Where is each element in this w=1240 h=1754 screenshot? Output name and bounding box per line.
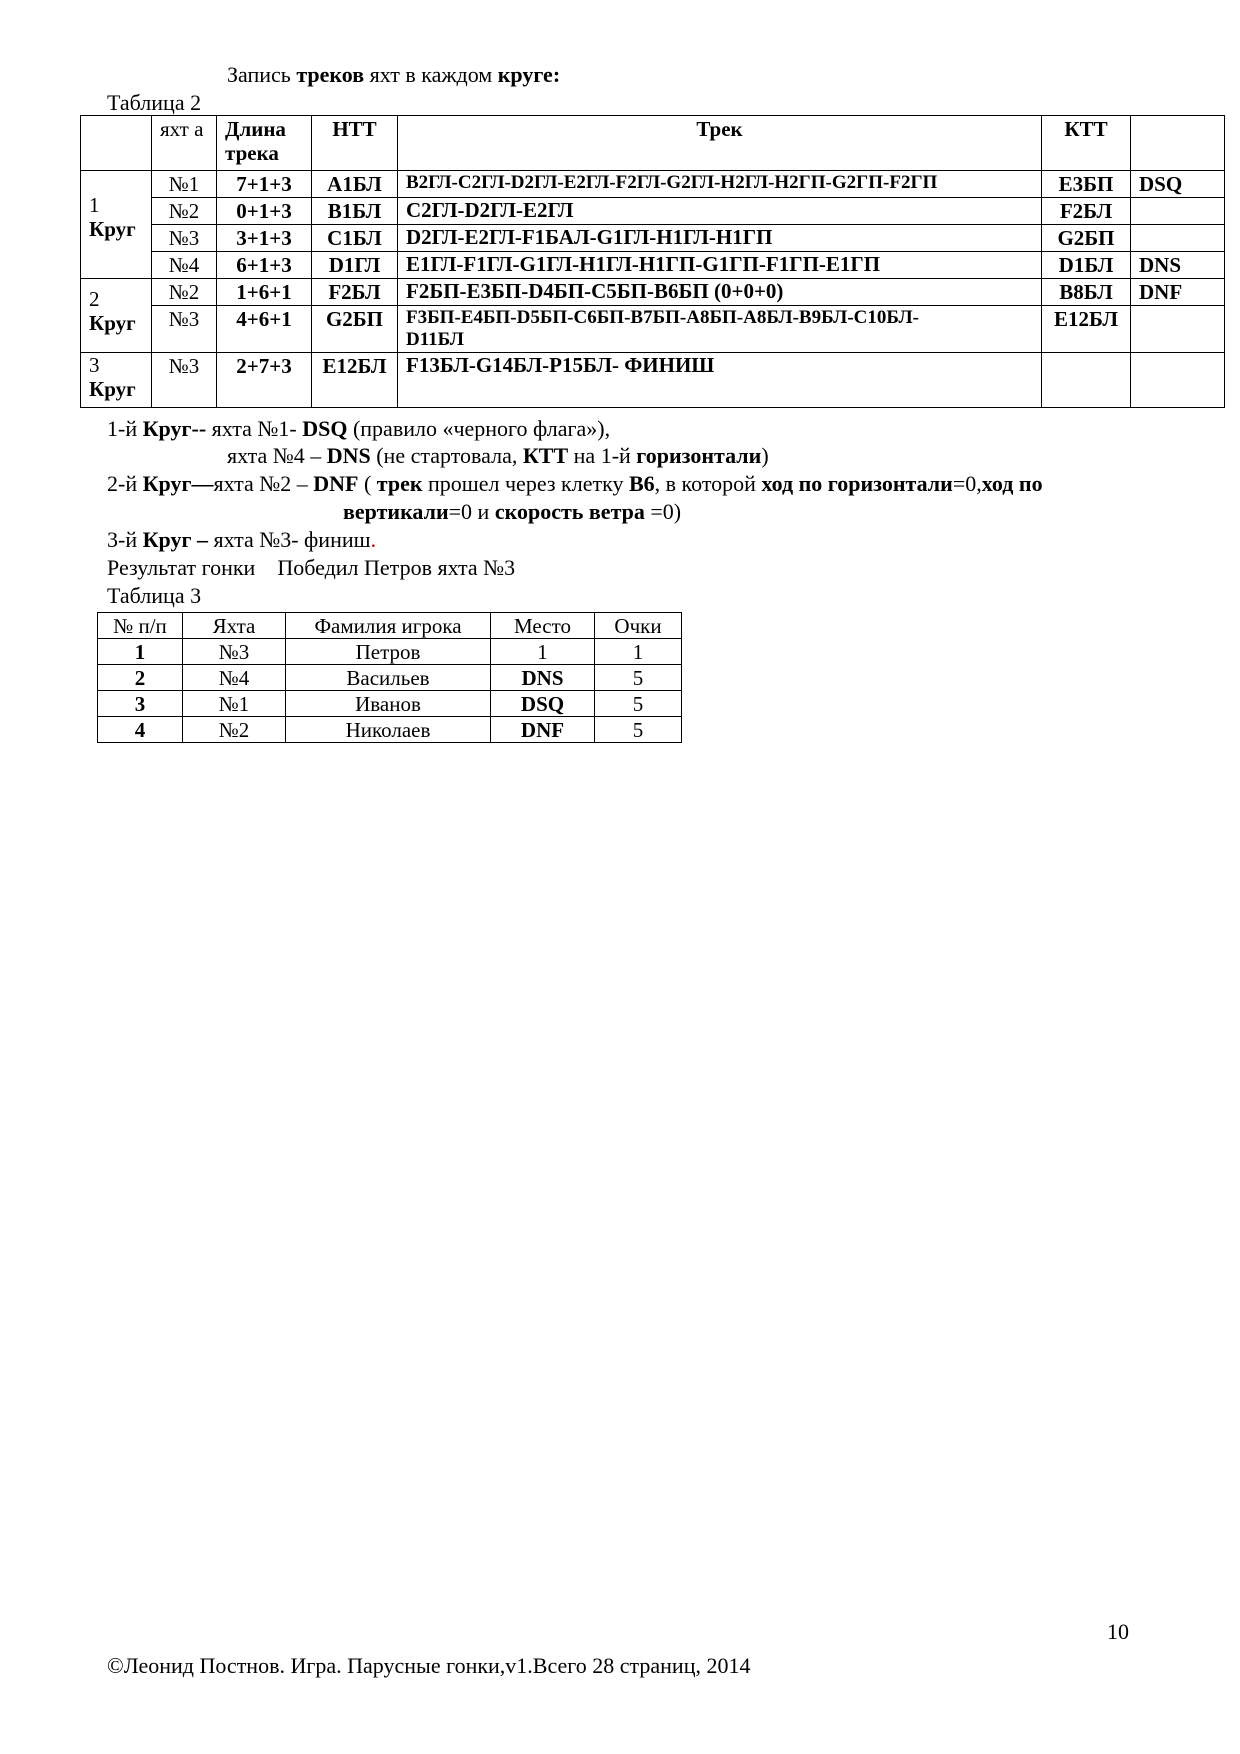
- tracks-table: [80, 115, 1225, 408]
- header-ktt: КТТ: [1042, 116, 1131, 171]
- note-text: прошел через клетку: [422, 471, 629, 496]
- header-place: Место: [491, 613, 595, 639]
- header-surname: Фамилия игрока: [286, 613, 491, 639]
- note-bold: Круг –: [142, 527, 208, 552]
- ktt-cell: E3БП: [1042, 171, 1131, 198]
- header-points: Очки: [595, 613, 682, 639]
- yacht-cell: №3: [152, 225, 217, 252]
- race-result: Результат гонки Победил Петров яхта №3: [107, 555, 516, 580]
- note-text: яхта №2 –: [213, 471, 314, 496]
- note-text: , в которой: [654, 471, 762, 496]
- surname-cell: Николаев: [286, 717, 491, 743]
- yacht-cell: №3: [183, 639, 286, 665]
- note-bold: горизонтали: [636, 443, 762, 468]
- page-number: 10: [1107, 1619, 1129, 1644]
- length-cell: 2+7+3: [217, 353, 312, 408]
- note-text: 2-й: [107, 471, 143, 496]
- yacht-cell: №4: [152, 252, 217, 279]
- note-text: =0 и: [448, 499, 495, 524]
- note-bold: DNF: [313, 471, 359, 496]
- yacht-cell: №3: [152, 353, 217, 408]
- table-row: [98, 691, 682, 717]
- status-cell: [1131, 306, 1225, 353]
- note-lap1-yacht4: [227, 442, 769, 469]
- num-cell: 1: [98, 639, 183, 665]
- yacht-cell: №2: [152, 279, 217, 306]
- intro-bold-lap: круге:: [497, 62, 561, 87]
- num-cell: 3: [98, 691, 183, 717]
- intro-heading: [227, 61, 560, 88]
- table-row: [98, 717, 682, 743]
- track-cell: C2ГЛ-D2ГЛ-E2ГЛ: [398, 198, 1042, 225]
- note-red-dot: .: [370, 527, 377, 552]
- yacht-cell: №2: [183, 717, 286, 743]
- note-text: ): [761, 443, 769, 468]
- tracks-header-row: [81, 116, 1225, 171]
- lap-word: Круг: [89, 377, 136, 401]
- note-bold: DSQ: [302, 416, 348, 441]
- footer-copyright: ©Леонид Постнов. Игра. Парусные гонки,v1.Всего 28 страниц, 2014: [107, 1653, 751, 1678]
- ntt-cell: B1БЛ: [312, 198, 398, 225]
- surname-cell: Иванов: [286, 691, 491, 717]
- header-yacht: яхт а: [152, 116, 217, 171]
- length-cell: 4+6+1: [217, 306, 312, 353]
- track-cell: D2ГЛ-E2ГЛ-F1БАЛ-G1ГЛ-H1ГЛ-H1ГП: [398, 225, 1042, 252]
- track-cell: E1ГЛ-F1ГЛ-G1ГЛ-H1ГЛ-H1ГП-G1ГП-F1ГП-E1ГП: [398, 252, 1042, 279]
- status-cell: [1131, 198, 1225, 225]
- ktt-cell: F2БЛ: [1042, 198, 1131, 225]
- table-row: [81, 353, 1225, 408]
- intro-text: Запись: [227, 62, 297, 87]
- note-bold: скорость ветра: [494, 499, 645, 524]
- note-text: 1-й: [107, 416, 143, 441]
- length-cell: 0+1+3: [217, 198, 312, 225]
- note-text: на 1-й: [568, 443, 637, 468]
- place-cell: DNF: [491, 717, 595, 743]
- points-cell: 5: [595, 665, 682, 691]
- points-cell: 5: [595, 717, 682, 743]
- ntt-cell: G2БП: [312, 306, 398, 353]
- header-ntt: НТТ: [312, 116, 398, 171]
- header-track: Трек: [398, 116, 1042, 171]
- note-bold: DNS: [326, 443, 371, 468]
- ktt-cell: D1БЛ: [1042, 252, 1131, 279]
- table3-caption: Таблица 3: [107, 583, 202, 608]
- note-lap3: [107, 526, 376, 553]
- note-text: (не стартовала,: [370, 443, 523, 468]
- note-text: =0,: [952, 471, 982, 496]
- note-bold: B6: [628, 471, 655, 496]
- lap-number: 2: [89, 287, 100, 311]
- note-text: яхта №1-: [206, 416, 303, 441]
- header-yacht: Яхта: [183, 613, 286, 639]
- lap-label: [81, 279, 152, 353]
- ntt-cell: E12БЛ: [312, 353, 398, 408]
- note-bold: Круг—: [142, 471, 214, 496]
- table-row: [81, 225, 1225, 252]
- place-cell: DSQ: [491, 691, 595, 717]
- num-cell: 4: [98, 717, 183, 743]
- header-empty: [81, 116, 152, 171]
- track-cell: F3БП-E4БП-D5БП-C6БП-B7БП-A8БП-A8БЛ-B9БЛ-C10БЛ-D11БЛ: [398, 306, 1042, 353]
- results-table: [97, 612, 682, 743]
- note-bold: вертикали: [343, 499, 449, 524]
- results-header-row: [98, 613, 682, 639]
- note-bold: трек: [376, 471, 423, 496]
- note-bold: ход по: [981, 471, 1043, 496]
- lap-word: Круг: [89, 311, 136, 335]
- points-cell: 5: [595, 691, 682, 717]
- length-cell: 3+1+3: [217, 225, 312, 252]
- place-cell: 1: [491, 639, 595, 665]
- ktt-cell: [1042, 353, 1131, 408]
- note-text: (: [358, 471, 377, 496]
- yacht-cell: №2: [152, 198, 217, 225]
- header-num: № п/п: [98, 613, 183, 639]
- status-cell: DSQ: [1131, 171, 1225, 198]
- ktt-cell: G2БП: [1042, 225, 1131, 252]
- table-row: [81, 171, 1225, 198]
- note-text: (правило «черного флага»),: [347, 416, 611, 441]
- intro-bold-tracks: треков: [296, 62, 365, 87]
- note-lap1: [107, 415, 610, 442]
- table-row: [81, 252, 1225, 279]
- lap-label: [81, 171, 152, 279]
- yacht-cell: №1: [152, 171, 217, 198]
- note-text: яхта №3- финиш: [208, 527, 371, 552]
- yacht-cell: №3: [152, 306, 217, 353]
- num-cell: 2: [98, 665, 183, 691]
- yacht-cell: №4: [183, 665, 286, 691]
- ntt-cell: D1ГЛ: [312, 252, 398, 279]
- table-row: [81, 306, 1225, 353]
- lap-number: 1: [89, 193, 100, 217]
- track-cell: B2ГЛ-C2ГЛ-D2ГЛ-E2ГЛ-F2ГЛ-G2ГЛ-H2ГЛ-H2ГП-G2ГП-F2ГП: [398, 171, 1042, 198]
- status-cell: [1131, 353, 1225, 408]
- intro-text-2: яхт в каждом: [364, 62, 498, 87]
- header-status: [1131, 116, 1225, 171]
- length-cell: 7+1+3: [217, 171, 312, 198]
- note-lap2-cont: [343, 498, 681, 525]
- table-row: [81, 198, 1225, 225]
- lap-label: [81, 353, 152, 408]
- points-cell: 1: [595, 639, 682, 665]
- status-cell: [1131, 225, 1225, 252]
- table-row: [98, 639, 682, 665]
- yacht-cell: №1: [183, 691, 286, 717]
- note-text: 3-й: [107, 527, 143, 552]
- length-cell: 1+6+1: [217, 279, 312, 306]
- place-cell: DNS: [491, 665, 595, 691]
- length-cell: 6+1+3: [217, 252, 312, 279]
- table-row: [81, 279, 1225, 306]
- surname-cell: Петров: [286, 639, 491, 665]
- note-bold: КТТ: [522, 443, 569, 468]
- note-text: =0): [644, 499, 682, 524]
- header-length: Длина трека: [217, 116, 312, 171]
- note-text: яхта №4 –: [227, 443, 327, 468]
- ktt-cell: B8БЛ: [1042, 279, 1131, 306]
- ktt-cell: E12БЛ: [1042, 306, 1131, 353]
- ntt-cell: F2БЛ: [312, 279, 398, 306]
- surname-cell: Васильев: [286, 665, 491, 691]
- lap-number: 3: [89, 353, 100, 377]
- track-cell: F2БП-E3БП-D4БП-C5БП-B6БП (0+0+0): [398, 279, 1042, 306]
- table2-caption: Таблица 2: [107, 90, 202, 115]
- note-bold: ход по горизонтали: [761, 471, 953, 496]
- lap-word: Круг: [89, 217, 136, 241]
- ntt-cell: A1БЛ: [312, 171, 398, 198]
- status-cell: DNF: [1131, 279, 1225, 306]
- note-lap2: [107, 470, 1043, 497]
- note-bold: Круг--: [142, 416, 207, 441]
- table-row: [98, 665, 682, 691]
- status-cell: DNS: [1131, 252, 1225, 279]
- track-cell: F13БЛ-G14БЛ-P15БЛ- ФИНИШ: [398, 353, 1042, 408]
- ntt-cell: C1БЛ: [312, 225, 398, 252]
